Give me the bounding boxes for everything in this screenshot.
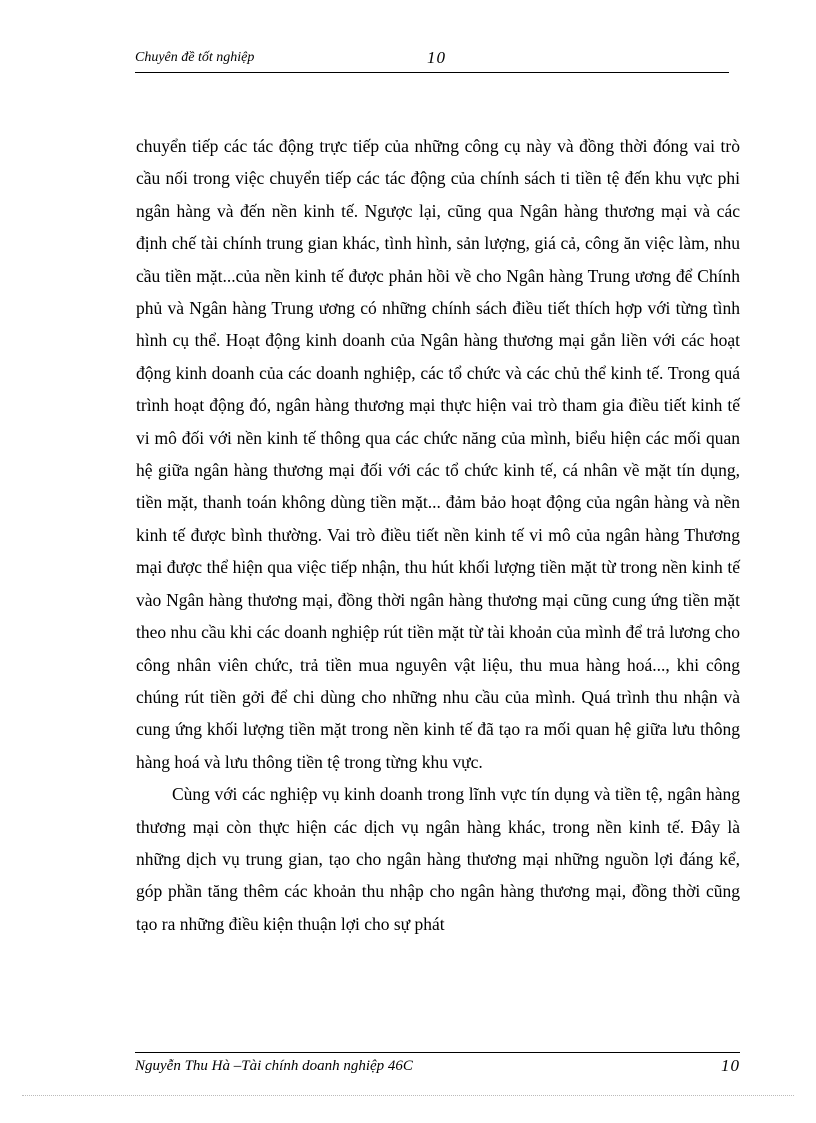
- page-header: [135, 48, 729, 73]
- page-footer: [135, 1052, 740, 1081]
- footer-author: Nguyễn Thu Hà –Tài chính doanh nghiệp 46C: [135, 1058, 413, 1074]
- footer-page-number: 10: [721, 1056, 740, 1075]
- header-title: Chuyên đề tốt nghiệp: [135, 50, 255, 65]
- paragraph-1: chuyển tiếp các tác động trực tiếp của những công cụ này và đồng thời đóng vai trò cầu nối trong việc chuyển tiếp các tác động của chính sách ti tiền tệ đến khu vực phi ngân hàng và đến nền kinh tế. Ngược lại, cũng qua Ngân hàng thương mại và các định chế tài chính trung gian khác, tình hình, sản lượng, giá cả, công ăn việc làm, nhu cầu tiền mặt...của nền kinh tế được phản hồi về cho Ngân hàng Trung ương để Chính phủ và Ngân hàng Trung ương có những chính sách điều tiết thích hợp với từng tình hình cụ thể. Hoạt động kinh doanh của Ngân hàng thương mại gắn liền với các hoạt động kinh doanh của các doanh nghiệp, các tổ chức và các chủ thể kinh tế. Trong quá trình hoạt động đó, ngân hàng thương mại thực hiện vai trò tham gia điều tiết kinh tế vi mô đối với nền kinh tế thông qua các chức năng của mình, biểu hiện các mối quan hệ giữa ngân hàng thương mại đối với các tổ chức kinh tế, cá nhân về mặt tín dụng, tiền mặt, thanh toán không dùng tiền mặt... đảm bảo hoạt động của ngân hàng và nền kinh tế được bình thường. Vai trò điều tiết nền kinh tế vi mô của ngân hàng Thương mại được thể hiện qua việc tiếp nhận, thu hút khối lượng tiền mặt từ trong nền kinh tế vào Ngân hàng thương mại, đồng thời ngân hàng thương mại cũng cung ứng tiền mặt theo nhu cầu khi các doanh nghiệp rút tiền mặt từ tài khoản của mình để trả lương cho công nhân viên chức, trả tiền mua nguyên vật liệu, thu mua hàng hoá..., khi công chúng rút tiền gởi để chi dùng cho những nhu cầu của mình. Quá trình thu nhận và cung ứng khối lượng tiền mặt trong nền kinh tế đã tạo ra mối quan hệ giữa lưu thông hàng hoá và lưu thông tiền tệ trong từng khu vực.: [136, 136, 740, 772]
- page-bottom-border: [22, 1095, 794, 1096]
- paragraph-2: Cùng với các nghiệp vụ kinh doanh trong lĩnh vực tín dụng và tiền tệ, ngân hàng thương mại còn thực hiện các dịch vụ ngân hàng khác, trong nền kinh tế. Đây là những dịch vụ trung gian, tạo cho ngân hàng thương mại những nguồn lợi đáng kể, góp phần tăng thêm các khoản thu nhập cho ngân hàng thương mại, đồng thời cũng tạo ra những điều kiện thuận lợi cho sự phát: [136, 784, 740, 934]
- header-page-number: 10: [427, 48, 446, 67]
- body-text: [136, 130, 740, 940]
